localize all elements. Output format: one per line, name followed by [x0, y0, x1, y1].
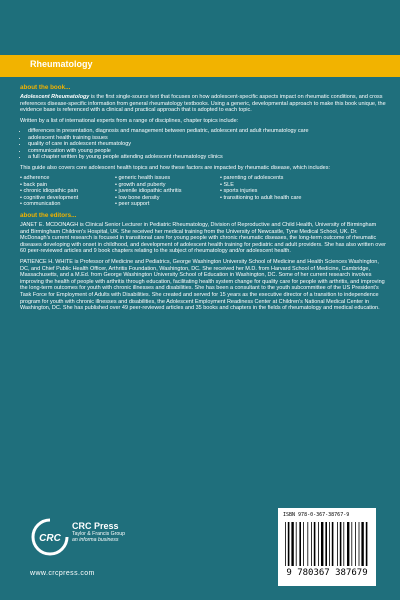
about-editors-heading: about the editors... [20, 211, 77, 219]
book-title: Adolescent Rheumatology [20, 94, 90, 100]
list-item: • communication [20, 201, 115, 208]
core-topics-intro: This guide also covers core adolescent health topics and how these factors are impacted by rheumatic disease, which includes: [20, 164, 331, 171]
publisher-tagline: an informa business [72, 537, 119, 543]
logo-letters: CRC [39, 533, 61, 544]
list-item: • generic health issues [115, 175, 220, 182]
barcode-number: 9 780367 387679 [286, 568, 368, 578]
list-item: • peer support [115, 201, 220, 208]
list-item: • sports injuries [220, 188, 325, 195]
list-item: • chronic idiopathic pain [20, 188, 115, 195]
series-strip [0, 55, 400, 77]
list-item: • cognitive development [20, 195, 115, 202]
back-cover-text [20, 84, 386, 564]
list-item: • communication with young people [28, 148, 386, 155]
publisher-name: CRC Press [72, 521, 119, 531]
isbn-label: ISBN 978-0-367-38767-9 [283, 512, 350, 518]
list-item: • growth and puberty [115, 182, 220, 189]
list-item: • SLE [220, 182, 325, 189]
list-item: • parenting of adolescents [220, 175, 325, 182]
list-item: • low bone density [115, 195, 220, 202]
list-item: • juvenile idiopathic arthritis [115, 188, 220, 195]
list-item: • adherence [20, 175, 115, 182]
about-book-heading: about the book... [20, 84, 71, 91]
core-topics-col-1 [20, 175, 115, 208]
topics-intro: Written by a list of international experts from a range of disciplines, chapter topics include: [20, 117, 239, 124]
list-item: • differences in presentation, diagnosis and management between pediatric, adolescent and adult rheumatology care [28, 128, 386, 135]
publisher-url[interactable]: www.crcpress.com [30, 570, 95, 577]
list-item: • transitioning to adult health care [220, 195, 325, 202]
about-book-intro: Adolescent Rheumatology is the first single-source text that focuses on how adolescent-specific aspects impact on rheumatic conditions, and cross references disease-specific information from general rheumatology textbooks. Using a generic, developmental approach to make this book unique, the evidence base is referenced with a clinical and practical approach that is adopted to each topic. [20, 94, 386, 114]
list-item: • a full chapter written by young people attending adolescent rheumatology clinics [28, 154, 386, 161]
publisher-block [72, 521, 125, 543]
series-label: Rheumatology [30, 59, 93, 69]
editor-bio-mcdonagh: JANET E. MCDONAGH is Clinical Senior Lecturer in Pediatric Rheumatology, Division of Reproductive and Child Health, University of Birmingham and Birmingham Children's Hospital, UK. She received her medical training from the University of Newcastle, Tyne Medical School, UK. Dr. McDonagh's current research is focused in transitional care for young people with chronic rheumatic diseases, the long-term outcome of rheumatic diseases developing with onset in childhood, and development of adolescent health training for pediatric and adult providers. She has also written over 60 peer-reviewed articles and 9 book chapters relating to the subject of rheumatology and/or adolescent health. [20, 221, 386, 255]
topics-list [20, 128, 386, 161]
list-item: • quality of care in adolescent rheumatology [28, 141, 386, 148]
editor-bio-white: PATIENCE H. WHITE is Professor of Medicine and Pediatrics, George Washington University School of Medicine and Health Sciences Washington, DC, and Chief Public Health Officer, Arthritis Foundation, Washington, DC. She received her M.D. from Harvard School of Medicine, Cambridge, Massachusetts, and a M.Ed. from George Washington University School of Education in Washington, DC. Some of her current research involves improving the health of people with arthritis through education, facilitating health system change for quality care for people with arthritis, and improving the long-term outcomes for youth with chronic illnesses and disabilities. She has been a consultant to the youth subcommittee of the US President's Task Force for Employment of Adults with Disabilities. She created and served for 15 years as the executive director of a transition to independence program for youth with chronic illnesses and disabilities, the Adolescent Employment Readiness Center at Children's National Medical Center in Washington, DC. She has published over 49 peer-reviewed articles and 35 books and chapters in the fields of rheumatology and medical education. [20, 258, 385, 312]
isbn-barcode-box [278, 508, 376, 586]
core-topics-col-2 [115, 175, 220, 208]
list-item: • adolescent health training issues [28, 135, 386, 142]
crc-press-logo [30, 517, 70, 557]
list-item: • back pain [20, 182, 115, 189]
publisher-group: Taylor & Francis Group [72, 531, 126, 537]
top-band [0, 0, 400, 55]
core-topics-columns [20, 175, 386, 208]
core-topics-col-3 [220, 175, 325, 208]
barcode-image [284, 522, 370, 566]
